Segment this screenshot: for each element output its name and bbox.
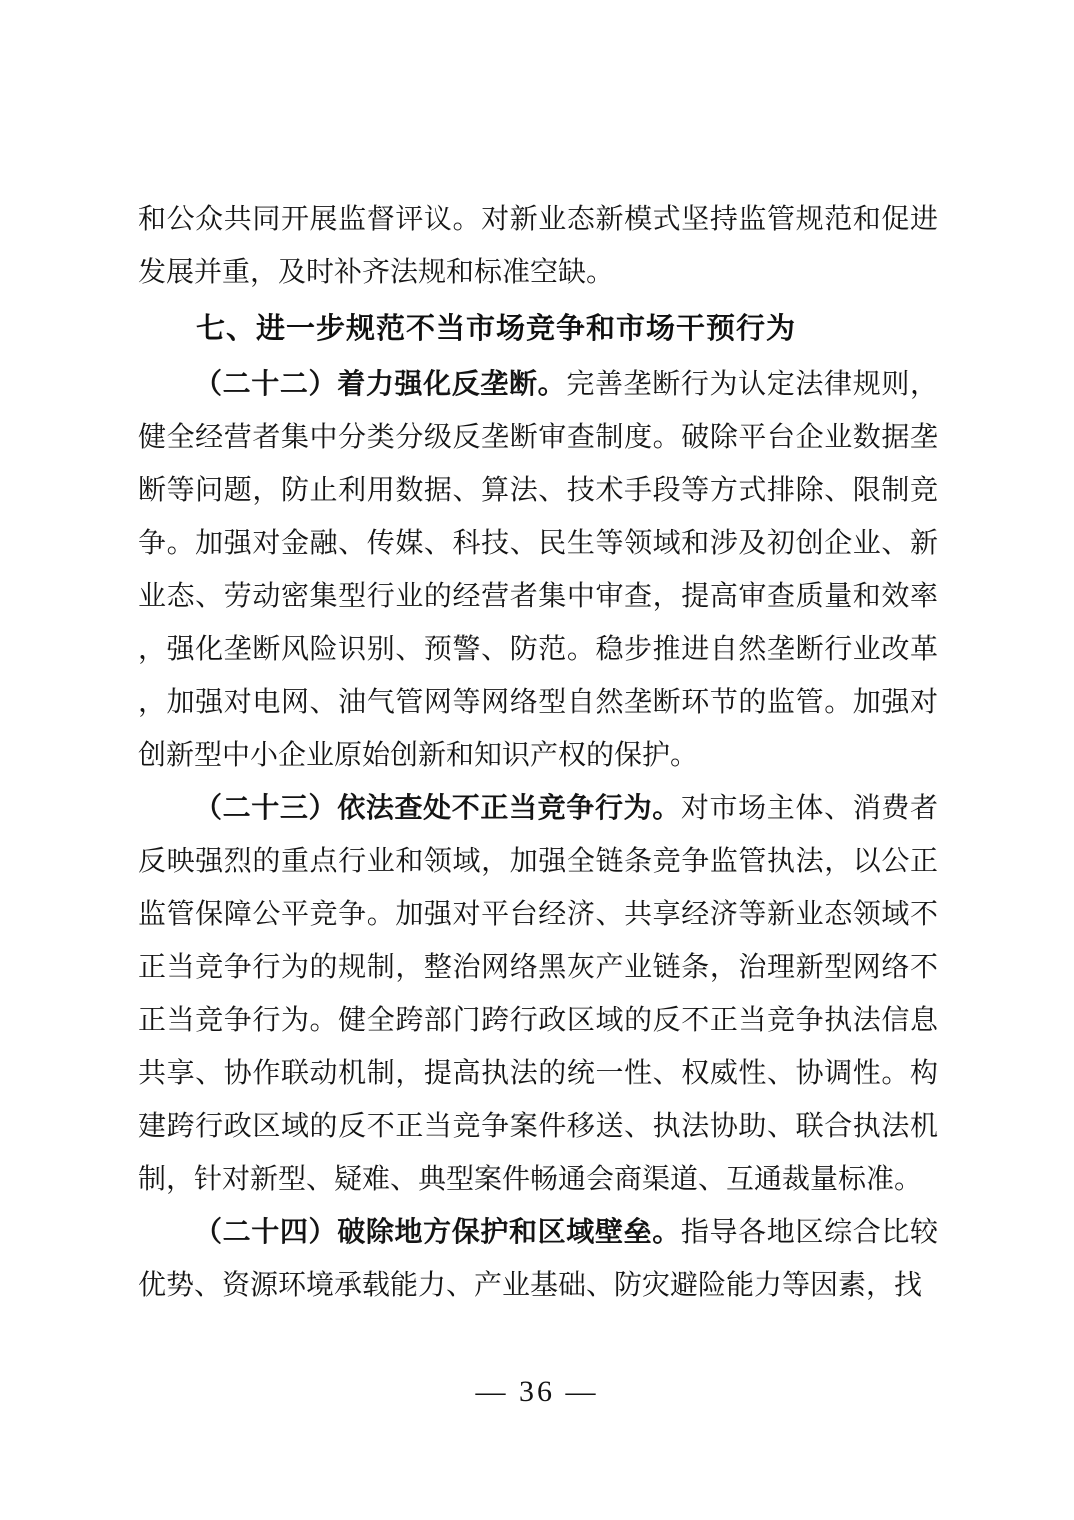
section-heading: 七、进一步规范不当市场竞争和市场干预行为 <box>196 313 797 345</box>
paragraph <box>138 1206 938 1312</box>
paragraph-lead: （二十三）依法查处不正当竞争行为。 <box>194 793 681 824</box>
paragraph-text: 指导各地区综合比较优势、资源环境承载能力、产业基础、防灾避险能力等因素，找 <box>138 1217 938 1301</box>
paragraph-text: 对市场主体、消费者反映强烈的重点行业和领域，加强全链条竞争监管执法，以公正监管保障公平竞争。加强对平台经济、共享经济等新业态领域不正当竞争行为的规制，整治网络黑灰产业链条，治理新型网络不正当竞争行为。健全跨部门跨行政区域的反不正当竞争执法信息共享、协作联动机制，提高执法的统一性、权威性、协调性。构建跨行政区域的反不正当竞争案件移送、执法协助、联合执法机制，针对新型、疑难、典型案件畅通会商渠道、互通裁量标准。 <box>138 793 938 1195</box>
paragraph-continuation <box>138 193 938 299</box>
paragraph-lead: （二十四）破除地方保护和区域壁垒。 <box>194 1217 681 1248</box>
paragraph <box>138 358 938 782</box>
page-number: — 36 — <box>475 1375 599 1408</box>
paragraph-lead: （二十二）着力强化反垄断。 <box>194 369 567 400</box>
document-body <box>138 193 938 1312</box>
paragraph <box>138 782 938 1206</box>
paragraph-text: 和公众共同开展监督评议。对新业态新模式坚持监管规范和促进发展并重，及时补齐法规和标准空缺。 <box>138 204 938 288</box>
paragraph-text: 完善垄断行为认定法律规则，健全经营者集中分类分级反垄断审查制度。破除平台企业数据垄断等问题，防止利用数据、算法、技术手段等方式排除、限制竞争。加强对金融、传媒、科技、民生等领域和涉及初创企业、新业态、劳动密集型行业的经营者集中审查，提高审查质量和效率，强化垄断风险识别、预警、防范。稳步推进自然垄断行业改革，加强对电网、油气管网等网络型自然垄断环节的监管。加强对创新型中小企业原始创新和知识产权的保护。 <box>138 369 938 771</box>
